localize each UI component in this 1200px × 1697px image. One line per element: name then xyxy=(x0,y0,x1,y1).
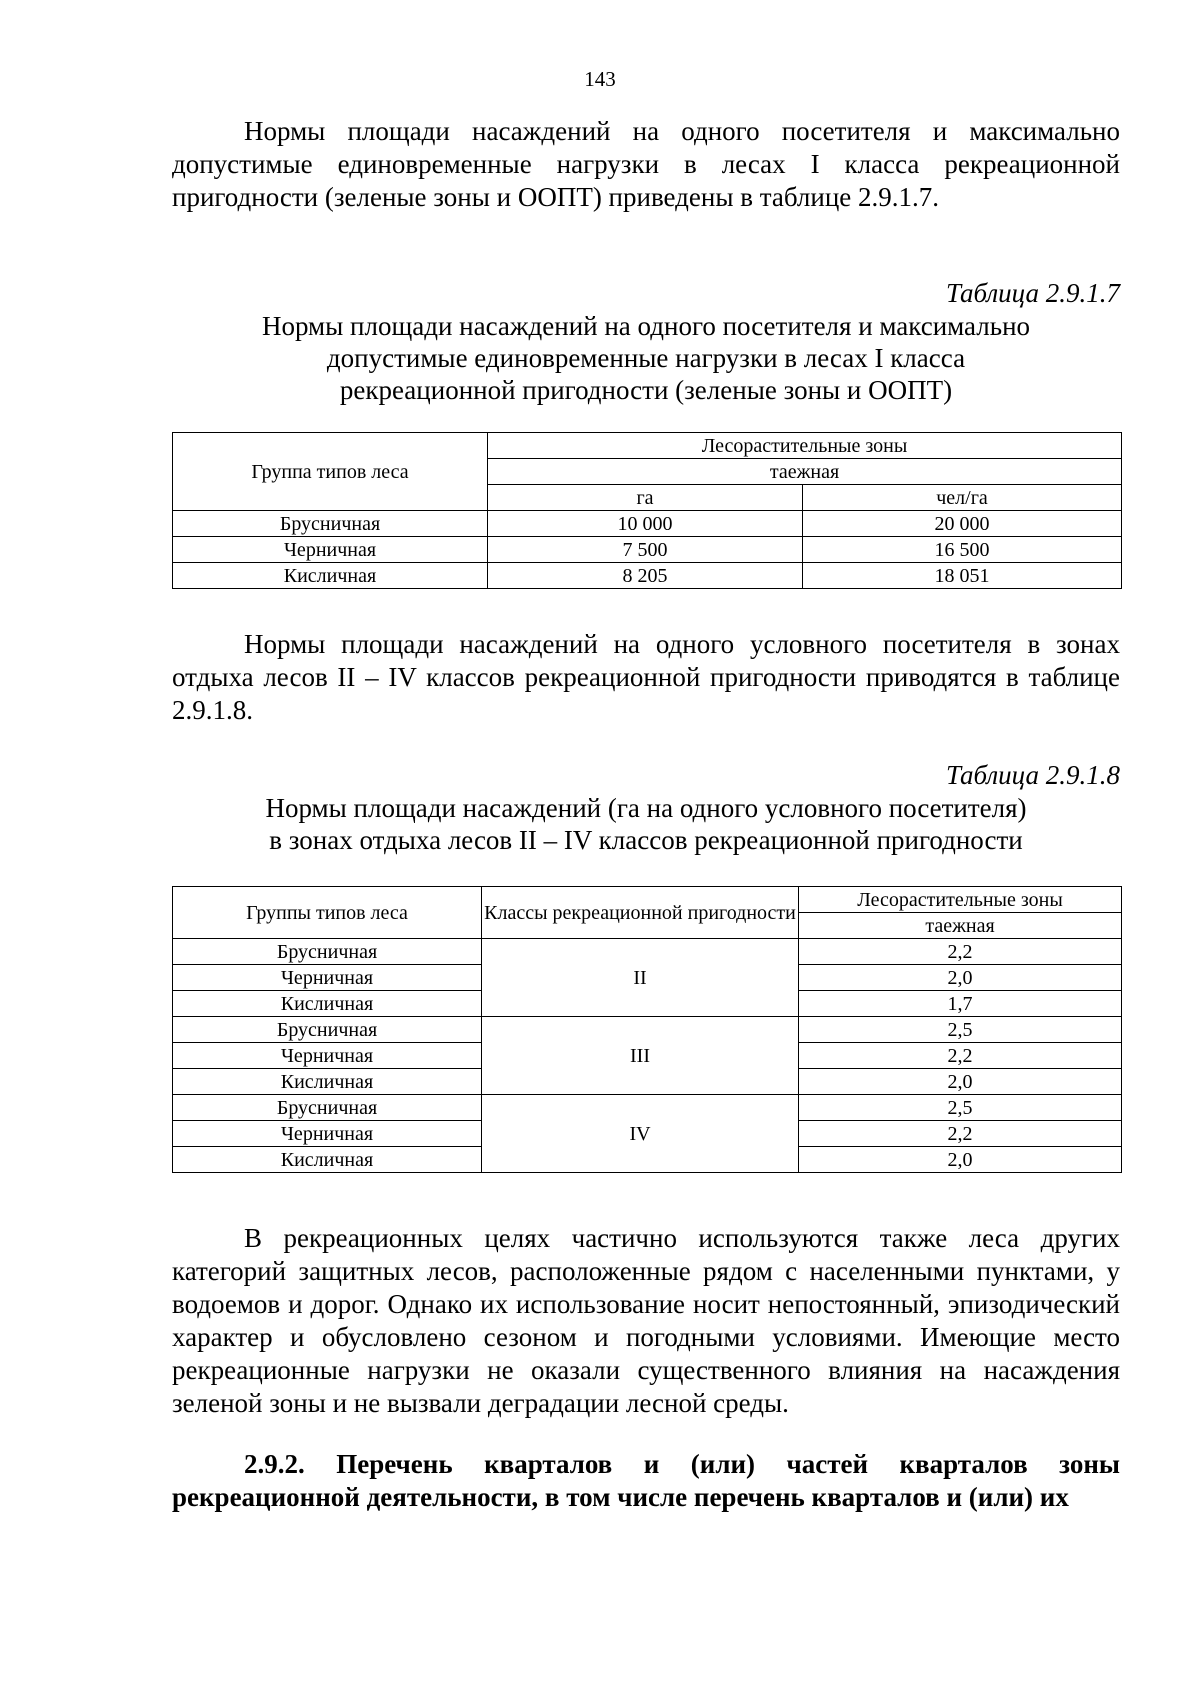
table-2-header-zone: таежная xyxy=(799,913,1122,939)
table-cell-class: II xyxy=(482,939,799,1017)
table-2-caption: Таблица 2.9.1.8 xyxy=(945,760,1120,790)
table-cell-value: 1,7 xyxy=(799,991,1122,1017)
table-cell-group: Черничная xyxy=(173,537,488,563)
table-2-header-group: Группы типов леса xyxy=(173,887,482,939)
table-cell-per-ha: 18 051 xyxy=(803,563,1122,589)
table-cell-class: III xyxy=(482,1017,799,1095)
table-cell-group: Кисличная xyxy=(173,1147,482,1173)
paragraph-1: Нормы площади насаждений на одного посетителя и максимально допустимые единовременные нагрузки в лесах I класса рекреационной пригодности (зеленые зоны и ООПТ) приведены в таблице 2.9.1.7. xyxy=(172,116,1120,212)
table-cell-group: Черничная xyxy=(173,1121,482,1147)
table-row xyxy=(173,1017,1122,1043)
table-cell-value: 2,5 xyxy=(799,1017,1122,1043)
table-2-header-class: Классы рекреационной пригодности xyxy=(482,887,799,939)
table-row xyxy=(173,1095,1122,1121)
table-cell-group: Кисличная xyxy=(173,1069,482,1095)
table-cell-per-ha: 20 000 xyxy=(803,511,1122,537)
paragraph-2: Нормы площади насаждений на одного условного посетителя в зонах отдыха лесов II – IV классов рекреационной пригодности приводятся в таблице 2.9.1.8. xyxy=(172,629,1120,725)
table-1-title xyxy=(172,310,1120,406)
table-2-title-line: в зонах отдыха лесов II – IV классов рекреационной пригодности xyxy=(269,825,1023,855)
table-cell-value: 2,0 xyxy=(799,1147,1122,1173)
table-1-title-line: допустимые единовременные нагрузки в лесах I класса xyxy=(326,343,966,373)
table-row xyxy=(173,563,1122,589)
table-row xyxy=(173,537,1122,563)
paragraph-3: В рекреационных целях частично используются также леса других категорий защитных лесов, расположенные рядом с населенными пунктами, у водоемов и дорог. Однако их использование носит непостоянный, эпизодический характер и обусловлено сезоном и погодными условиями. Имеющие место рекреационные нагрузки не оказали существенного влияния на насаждения зеленой зоны и не вызвали деградации лесной среды. xyxy=(172,1223,1120,1418)
table-cell-value: 2,2 xyxy=(799,1121,1122,1147)
table-1 xyxy=(172,432,1122,589)
table-1-caption: Таблица 2.9.1.7 xyxy=(945,278,1120,308)
table-cell-value: 2,2 xyxy=(799,1043,1122,1069)
table-cell-per-ha: 16 500 xyxy=(803,537,1122,563)
section-heading: 2.9.2. Перечень кварталов и (или) частей кварталов зоны рекреационной деятельности, в том числе перечень кварталов и (или) их xyxy=(172,1449,1120,1512)
table-1-header-zone: таежная xyxy=(488,459,1122,485)
table-cell-group: Кисличная xyxy=(173,563,488,589)
table-cell-value: 2,0 xyxy=(799,965,1122,991)
table-row xyxy=(173,939,1122,965)
table-cell-group: Черничная xyxy=(173,1043,482,1069)
table-2-header-zones: Лесорастительные зоны xyxy=(799,887,1122,913)
table-cell-value: 2,5 xyxy=(799,1095,1122,1121)
table-1-title-line: Нормы площади насаждений на одного посетителя и максимально xyxy=(261,311,1031,341)
table-cell-group: Кисличная xyxy=(173,991,482,1017)
table-cell-value: 2,2 xyxy=(799,939,1122,965)
table-cell-ha: 7 500 xyxy=(488,537,803,563)
table-1-header-unit-ha: га xyxy=(488,485,803,511)
table-cell-group: Брусничная xyxy=(173,1017,482,1043)
table-cell-group: Брусничная xyxy=(173,511,488,537)
table-1-header-group: Группа типов леса xyxy=(173,433,488,511)
table-row xyxy=(173,511,1122,537)
table-cell-group: Брусничная xyxy=(173,1095,482,1121)
table-cell-value: 2,0 xyxy=(799,1069,1122,1095)
table-1-title-line: рекреационной пригодности (зеленые зоны и ООПТ) xyxy=(339,375,953,405)
table-cell-ha: 8 205 xyxy=(488,563,803,589)
table-2-title-line: Нормы площади насаждений (га на одного условного посетителя) xyxy=(265,793,1027,823)
table-2-title xyxy=(172,792,1120,856)
page-number: 143 xyxy=(584,67,616,91)
table-1-header-unit-per-ha: чел/га xyxy=(803,485,1122,511)
table-cell-group: Брусничная xyxy=(173,939,482,965)
table-cell-ha: 10 000 xyxy=(488,511,803,537)
table-cell-class: IV xyxy=(482,1095,799,1173)
table-cell-group: Черничная xyxy=(173,965,482,991)
table-1-header-zones: Лесорастительные зоны xyxy=(488,433,1122,459)
table-2 xyxy=(172,886,1122,1173)
